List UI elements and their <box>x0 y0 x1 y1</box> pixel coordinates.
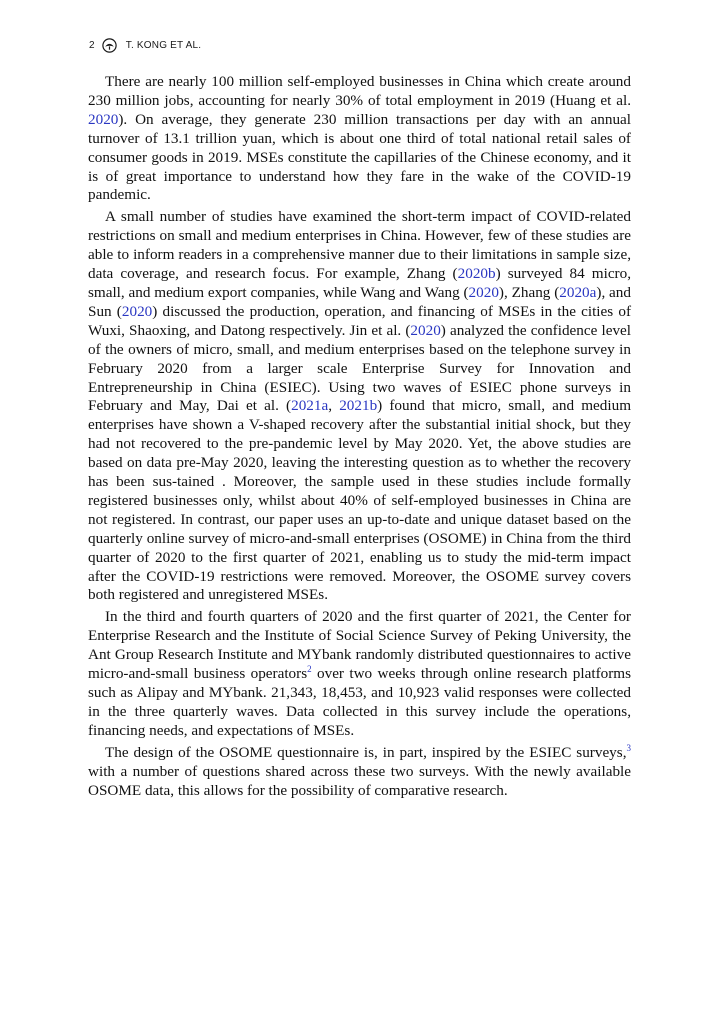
paragraph <box>88 744 631 801</box>
citation-link[interactable]: 2021a <box>291 397 329 415</box>
text-run: ), and Sun ( <box>88 283 631 320</box>
paragraph <box>88 608 631 740</box>
paragraph <box>88 73 631 205</box>
running-head-authors: T. KONG ET AL. <box>125 39 202 51</box>
paragraph <box>88 208 631 605</box>
footnote-marker[interactable]: 3 <box>626 742 631 753</box>
text-run: There are nearly 100 million self-employed businesses in China which create around 230 million jobs, accounting for nearly 30% of total employment in 2019 (Huang et al. <box>88 73 631 109</box>
citation-link[interactable]: 2020a <box>559 283 597 301</box>
text-run: ) surveyed 84 micro, small, and medium export companies, while Wang and Wang ( <box>88 265 632 301</box>
text-run: over two weeks through online research platforms such as Alipay and MYbank. 21,343, 18,453, and 10,923 valid responses were collected in the three quarterly waves. Data collected in this survey include the operations, financing needs, and expectations of MSEs. <box>88 665 632 739</box>
text-run: , <box>328 397 340 415</box>
text-run: ) found that micro, small, and medium enterprises have shown a V-shaped recovery after the substantial initial shock, but they had not recovered to the pre-pandemic level by May 2020. Yet, the above studies are based on data pre-May 2020, leaving the interesting question as to whether the recovery has been sus-tained . Moreover, the sample used in these studies include formally registered businesses only, whilst about 40% of self-employed businesses in China are not registered. In contrast, our paper uses an up-to-date and unique dataset based on the quarterly online survey of micro-and-small enterprises (OSOME) in China from the third quarter of 2020 to the first quarter of 2021, enabling us to study the mid-term impact after the COVID-19 restrictions were removed. Moreover, the OSOME survey covers both registered and unregistered MSEs. <box>88 397 632 604</box>
citation-link[interactable]: 2020 <box>121 302 153 320</box>
journal-logo-icon <box>102 38 117 53</box>
text-run: In the third and fourth quarters of 2020 and the first quarter of 2021, the Center for Enterprise Research and the Institute of Social Science Survey of Peking University, the Ant Group Research Institute and MYbank randomly distributed questionnaires to active micro-and-small business operators <box>88 608 631 683</box>
citation-link[interactable]: 2021b <box>339 397 378 415</box>
text-run: ), Zhang ( <box>498 283 560 301</box>
citation-link[interactable]: 2020 <box>468 283 499 301</box>
text-run: A small number of studies have examined the short-term impact of COVID-related restrictions on small and medium enterprises in China. However, few of these studies are able to inform readers in a comprehensive manner due to their limitations in sample size, data coverage, and research focus. For example, Zhang ( <box>88 208 631 283</box>
text-run: ) analyzed the confidence level of the owners of micro, small, and medium enterprises based on the telephone survey in February 2020 from a larger scale Enterprise Survey for Innovation and Entrepreneurship in China (ESIEC). Using two waves of ESIEC phone surveys in February and May, Dai et al. ( <box>88 321 631 415</box>
text-run: ) discussed the production, operation, and financing of MSEs in the cities of Wuxi, Shaoxing, and Datong respectively. Jin et al. ( <box>88 302 631 339</box>
citation-link[interactable]: 2020 <box>88 110 119 128</box>
text-run: ). On average, they generate 230 million transactions per day with an annual turnover of 13.1 trillion yuan, which is about one third of total national retail sales of consumer goods in 2019. MSEs constitute the capillaries of the Chinese economy, and it is of great importance to understand how they fare in the wake of the COVID-19 pandemic. <box>88 110 631 204</box>
citation-link[interactable]: 2020 <box>410 321 441 339</box>
text-run: with a number of questions shared across these two surveys. With the newly available OSOME data, this allows for the possibility of comparative research. <box>88 762 631 799</box>
running-header <box>89 36 201 54</box>
text-run: The design of the OSOME questionnaire is, in part, inspired by the ESIEC surveys, <box>105 743 627 761</box>
page-number: 2 <box>89 39 95 51</box>
footnote-marker[interactable]: 2 <box>307 664 312 675</box>
body-text <box>88 73 631 800</box>
citation-link[interactable]: 2020b <box>457 265 496 283</box>
